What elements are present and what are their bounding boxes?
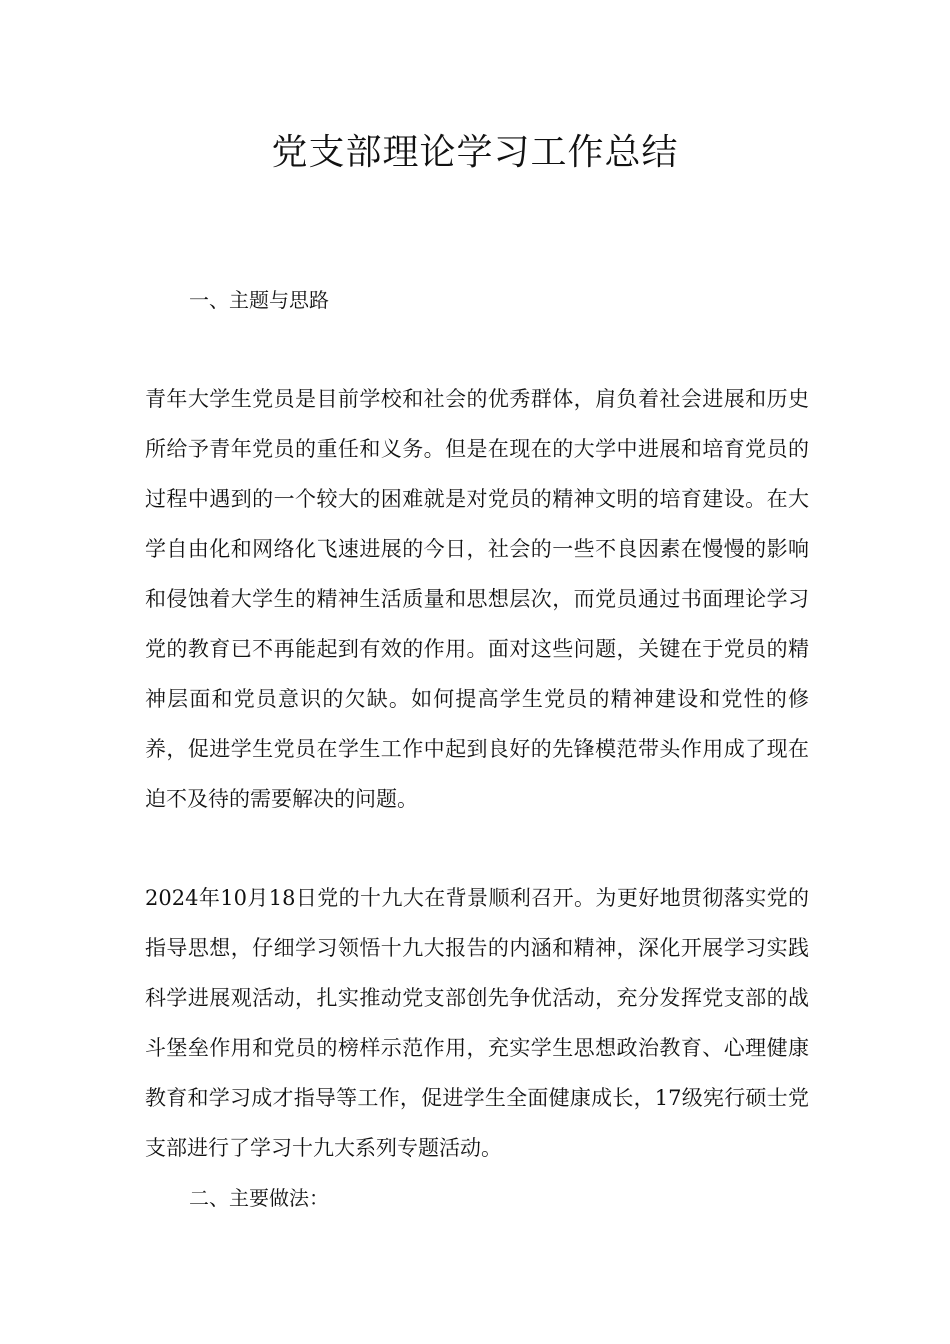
document-title: 党支部理论学习工作总结 bbox=[271, 132, 679, 173]
paragraph-congress: 2024年10月18日党的十九大在背景顺利召开。为更好地贯彻落实党的指导思想，仔细学习领悟十九大报告的内涵和精神，深化开展学习实践科学进展观活动，扎实推动党支部创先争优活动，充分发挥党支部的战斗堡垒作用和党员的榜样示范作用，充实学生思想政治教育、心理健康教育和学习成才指导等工作，促进学生全面健康成长，17级宪行硕士党支部进行了学习十九大系列专题活动。 bbox=[145, 886, 809, 1160]
paragraph-background: 青年大学生党员是目前学校和社会的优秀群体，肩负着社会进展和历史所给予青年党员的重任和义务。但是在现在的大学中进展和培育党员的过程中遇到的一个较大的困难就是对党员的精神文明的培育建设。在大学自由化和网络化飞速进展的今日，社会的一些不良因素在慢慢的影响和侵蚀着大学生的精神生活质量和思想层次，而党员通过书面理论学习党的教育已不再能起到有效的作用。面对这些问题，关键在于党员的精神层面和党员意识的欠缺。如何提高学生党员的精神建设和党性的修养，促进学生党员在学生工作中起到良好的先锋模范带头作用成了现在迫不及待的需要解决的问题。 bbox=[145, 387, 809, 811]
section-heading-methods: 二、主要做法： bbox=[189, 1186, 329, 1210]
section-heading-theme: 一、主题与思路 bbox=[189, 288, 329, 312]
